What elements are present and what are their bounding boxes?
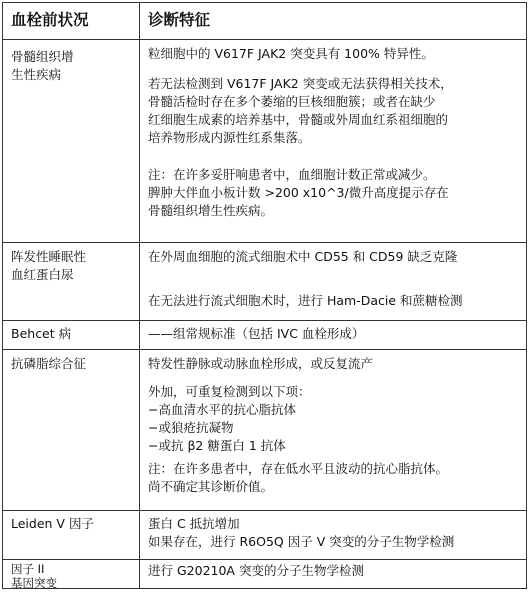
header-features: 诊断特征 [148,11,211,29]
row-divider [3,510,526,511]
header-condition: 血栓前状况 [11,11,89,29]
row-label-pnh: 阵发性睡眠性 血红蛋白尿 [11,249,87,282]
row-divider [3,349,526,350]
row-text-aps-2: 外加，可重复检测到以下项： −高血清水平的抗心脂抗体 −或狼疮抗凝物 −或抗 β2 糖蛋白 1 抗体 [148,384,311,453]
row-label-factor-ii: 因子 II 基因突变 [11,562,57,590]
row-divider [3,559,526,560]
row-text-factor-ii: 进行 G20210A 突变的分子生物学检测 [148,563,364,578]
row-text-mpd-2: 若无法检测到 V617F JAK2 突变或无法获得相关技术， 骨髓活检时存在多个萎缩的巨核细胞簇；或者在缺少 红细胞生成素的培养基中，骨髓或外周血红系祖细胞的 培养物形成内源性红系集落。 [148,76,453,145]
diagnostic-table [2,2,527,589]
row-text-aps-1: 特发性静脉或动脉血栓形成，或反复流产 [148,356,374,371]
row-text-mpd-3: 注：在许多妥肝响患者中，血细胞计数正常或减少。 脾肿大伴血小板计数 >200 x10^3/微升高度提示存在 骨髓组织增生性疾病。 [148,167,449,218]
row-label-mpd: 骨髓组织增 生性疾病 [11,49,74,82]
row-label-aps: 抗磷脂综合征 [11,356,87,371]
row-label-behcet: Behcet 病 [11,326,72,341]
row-divider [3,39,526,40]
row-text-aps-3: 注：在许多患者中，存在低水平且波动的抗心脂抗体。 尚不确定其诊断价值。 [148,461,449,494]
row-text-behcet: ——组常规标准（包括 IVC 血栓形成） [148,326,365,341]
row-divider [3,320,526,321]
row-label-leiden: Leiden V 因子 [11,516,94,531]
row-divider [3,242,526,243]
row-text-pnh-1: 在外周血细胞的流式细胞术中 CD55 和 CD59 缺乏克隆 [148,249,458,264]
column-divider [139,3,140,588]
row-text-pnh-2: 在无法进行流式细胞术时，进行 Ham-Dacie 和蔗糖检测 [148,293,463,308]
row-text-leiden: 蛋白 C 抵抗增加 如果存在，进行 R6O5Q 因子 V 突变的分子生物学检测 [148,516,455,549]
row-text-mpd-1: 粒细胞中的 V617F JAK2 突变具有 100% 特异性。 [148,46,434,61]
